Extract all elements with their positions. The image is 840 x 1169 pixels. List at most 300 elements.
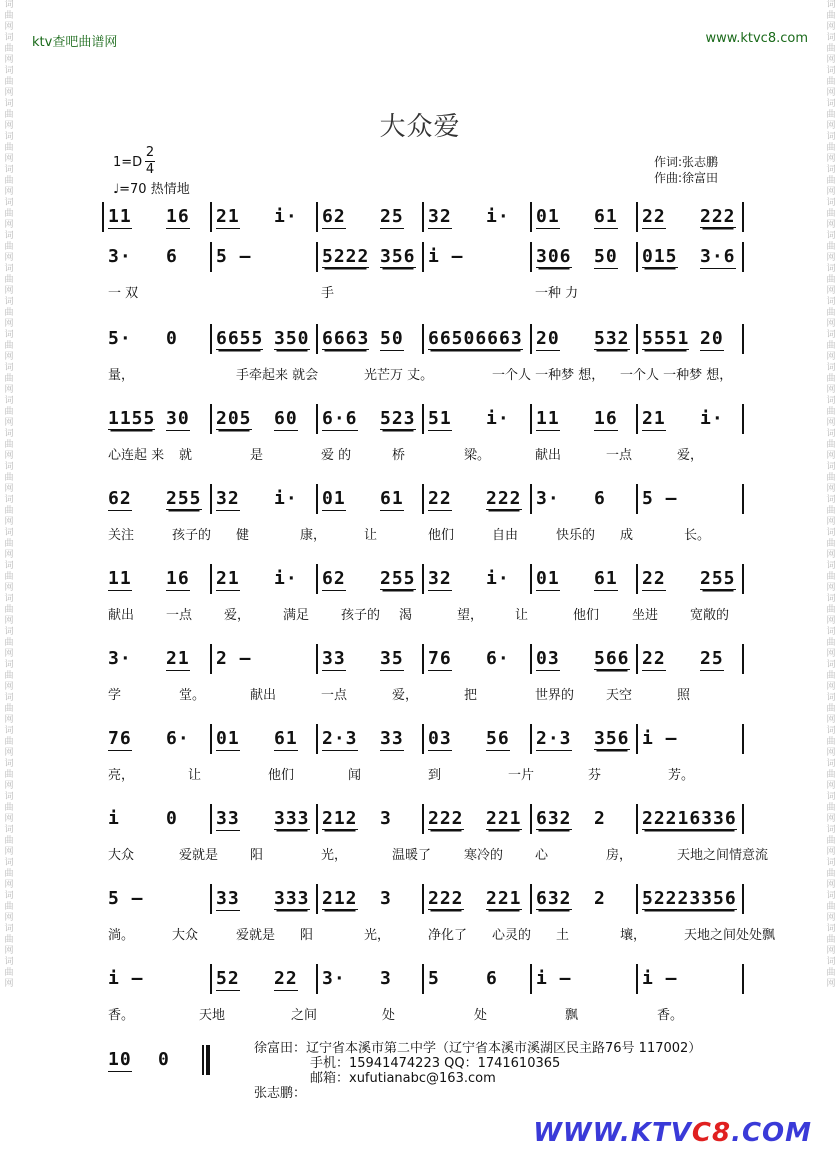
final-barline-thin xyxy=(202,1045,204,1075)
barline xyxy=(316,884,318,914)
note-group: 52223356 xyxy=(642,888,737,909)
note-group: 50 xyxy=(380,328,404,349)
note-group: 21 xyxy=(216,206,240,227)
lyric-word: 爱就是 xyxy=(179,848,219,863)
note-group: 2·3 xyxy=(322,728,358,749)
barline xyxy=(422,242,424,272)
barline xyxy=(210,324,212,354)
lyric-word: 成 xyxy=(620,528,634,543)
barline xyxy=(742,724,744,754)
barline xyxy=(636,964,638,994)
note-group: 255 xyxy=(700,568,736,589)
score-row xyxy=(106,562,752,632)
lyric-word: 天地 xyxy=(199,1008,226,1023)
final-note: 10 xyxy=(108,1049,132,1070)
note-group: i· xyxy=(486,568,510,589)
barline xyxy=(530,404,532,434)
barline xyxy=(742,564,744,594)
barline xyxy=(316,724,318,754)
note-group: 356 xyxy=(380,246,416,267)
barline xyxy=(316,804,318,834)
note-group: 01 xyxy=(322,488,346,509)
barline xyxy=(742,884,744,914)
lyric-word: 亮， xyxy=(108,768,135,783)
note-group: 25 xyxy=(700,648,724,669)
barline xyxy=(210,804,212,834)
lyric-word: 爱 的 xyxy=(321,448,352,463)
note-group: 33 xyxy=(216,888,240,909)
note-group: 01 xyxy=(216,728,240,749)
contact-email: 邮箱：xufutianabc@163.com xyxy=(310,1071,496,1086)
barline xyxy=(422,324,424,354)
note-group: 61 xyxy=(380,488,404,509)
lyrics-line xyxy=(106,604,752,622)
lyric-word: 阳 xyxy=(300,928,314,943)
barline xyxy=(210,964,212,994)
note-group: 3· xyxy=(108,648,132,669)
lyric-word: 学 xyxy=(108,688,122,703)
note-group: 523 xyxy=(380,408,416,429)
lyric-word: 是 xyxy=(250,448,264,463)
barline xyxy=(316,484,318,514)
note-group: 35 xyxy=(380,648,404,669)
lyric-word: 一 双 xyxy=(108,286,139,301)
barline xyxy=(316,404,318,434)
note-group: 61 xyxy=(594,206,618,227)
barline xyxy=(316,202,318,232)
lyric-word: 量， xyxy=(108,368,135,383)
note-group: 21 xyxy=(166,648,190,669)
note-group: 221 xyxy=(486,888,522,909)
lyric-word: 土 xyxy=(556,928,570,943)
note-group: 205 xyxy=(216,408,252,429)
note-group: i· xyxy=(274,568,298,589)
lyric-word: 壤， xyxy=(620,928,647,943)
site-logo[interactable] xyxy=(533,1118,812,1148)
barline xyxy=(636,644,638,674)
lyric-word: 他们 xyxy=(428,528,455,543)
note-group: 62 xyxy=(322,206,346,227)
barline xyxy=(422,884,424,914)
barline xyxy=(210,724,212,754)
note-group: 22 xyxy=(642,568,666,589)
score-row xyxy=(106,722,752,792)
time-signature xyxy=(145,145,155,178)
lyrics-line xyxy=(106,444,752,462)
note-group: 30 xyxy=(166,408,190,429)
lyric-word: 他们 xyxy=(573,608,600,623)
note-group: 33 xyxy=(216,808,240,829)
lyric-word: 处 xyxy=(474,1008,488,1023)
final-rest: 0 xyxy=(158,1049,170,1070)
note-group: 3 xyxy=(380,808,392,829)
site-url[interactable]: www.ktvc8.com xyxy=(705,31,808,46)
lyric-word: 一点 xyxy=(606,448,633,463)
note-group: 16 xyxy=(166,206,190,227)
score-row xyxy=(106,642,752,712)
note-group: 03 xyxy=(428,728,452,749)
note-group: i – xyxy=(108,968,144,989)
note-group: 11 xyxy=(108,206,132,227)
lyric-word: 处 xyxy=(382,1008,396,1023)
barline xyxy=(530,324,532,354)
lyric-word: 芳。 xyxy=(668,768,695,783)
note-group: 32 xyxy=(216,488,240,509)
barline xyxy=(742,964,744,994)
final-barline xyxy=(206,1045,210,1075)
lyric-word: 康， xyxy=(300,528,327,543)
lyric-word: 淌。 xyxy=(108,928,135,943)
note-group: 16 xyxy=(166,568,190,589)
lyric-word: 心灵的 xyxy=(492,928,532,943)
lyrics-line xyxy=(106,524,752,542)
note-group: 60 xyxy=(274,408,298,429)
lyric-word: 手牵起来 就会 xyxy=(236,368,319,383)
note-group: 22 xyxy=(428,488,452,509)
score-row xyxy=(106,802,769,872)
lyric-word: 手 xyxy=(321,286,335,301)
note-group: 11 xyxy=(536,408,560,429)
lyric-word: 寒冷的 xyxy=(464,848,504,863)
note-group: 0 xyxy=(166,328,178,349)
note-group: 222 xyxy=(700,206,736,227)
lyric-word: 长。 xyxy=(684,528,711,543)
lyric-word: 照 xyxy=(677,688,691,703)
note-group: 5· xyxy=(108,328,132,349)
note-group: 0 xyxy=(166,808,178,829)
lyric-word: 天地之间情意流 xyxy=(677,848,769,863)
note-group: i· xyxy=(486,206,510,227)
barline xyxy=(636,242,638,272)
tempo-mark: ♩=70 热情地 xyxy=(113,182,190,197)
barline xyxy=(530,564,532,594)
barline xyxy=(422,484,424,514)
barline xyxy=(742,644,744,674)
barline xyxy=(316,564,318,594)
lyric-word: 让 xyxy=(515,608,529,623)
note-group: 01 xyxy=(536,206,560,227)
lyric-word: 他们 xyxy=(268,768,295,783)
lyricist: 作词:张志鹏 xyxy=(654,155,719,169)
note-group: 22 xyxy=(274,968,298,989)
barline xyxy=(210,644,212,674)
barline xyxy=(530,884,532,914)
barline xyxy=(530,964,532,994)
lyric-word: 心连起 来 xyxy=(108,448,165,463)
note-group: 212 xyxy=(322,888,358,909)
lyric-word: 光芒万 丈。 xyxy=(364,368,434,383)
note-group: 20 xyxy=(536,328,560,349)
barline xyxy=(636,724,638,754)
barline xyxy=(530,644,532,674)
barline xyxy=(316,644,318,674)
note-group: 222 xyxy=(428,888,464,909)
note-group: 255 xyxy=(380,568,416,589)
barline xyxy=(210,202,212,232)
note-group: 5 – xyxy=(108,888,144,909)
lyric-word: 让 xyxy=(188,768,202,783)
lyric-word: 让 xyxy=(364,528,378,543)
lyric-word: 一片 xyxy=(508,768,535,783)
score-row xyxy=(106,240,752,310)
lyric-word: 光， xyxy=(321,848,348,863)
note-group: 6 xyxy=(166,246,178,267)
note-group: 62 xyxy=(322,568,346,589)
barline xyxy=(636,324,638,354)
note-group: 76 xyxy=(428,648,452,669)
note-group: 632 xyxy=(536,808,572,829)
lyric-word: 满足 xyxy=(283,608,310,623)
note-group: i – xyxy=(428,246,464,267)
lyrics-line xyxy=(106,1004,752,1022)
lyric-word: 爱就是 xyxy=(236,928,276,943)
note-group: 61 xyxy=(594,568,618,589)
note-group: i· xyxy=(274,206,298,227)
time-top: 2 xyxy=(145,145,155,160)
barline xyxy=(102,202,104,232)
logo-c: .COM xyxy=(731,1118,812,1148)
lyric-word: 把 xyxy=(464,688,478,703)
lyric-word: 一种 力 xyxy=(535,286,579,301)
logo-a: WWW.KTV xyxy=(533,1118,692,1148)
lyrics-line xyxy=(106,364,752,382)
note-group: 6 xyxy=(486,968,498,989)
barline xyxy=(422,804,424,834)
lyric-word: 心 xyxy=(535,848,549,863)
lyric-word: 阳 xyxy=(250,848,264,863)
barline xyxy=(422,564,424,594)
note-group: 306 xyxy=(536,246,572,267)
lyric-word: 桥 xyxy=(392,448,406,463)
note-group: 32 xyxy=(428,206,452,227)
lyrics-line xyxy=(106,924,776,943)
barline xyxy=(210,404,212,434)
barline xyxy=(636,564,638,594)
lyrics-line xyxy=(106,844,769,863)
barline xyxy=(742,804,744,834)
note-group: 222 xyxy=(486,488,522,509)
note-group: 6 xyxy=(594,488,606,509)
note-group: 6· xyxy=(166,728,190,749)
barline xyxy=(530,724,532,754)
barline xyxy=(422,202,424,232)
barline xyxy=(210,242,212,272)
lyric-word: 献出 xyxy=(535,448,562,463)
note-group: i – xyxy=(642,728,678,749)
note-group: 21 xyxy=(216,568,240,589)
barline xyxy=(636,404,638,434)
lyric-word: 芬 xyxy=(588,768,602,783)
note-group: 2 xyxy=(594,808,606,829)
note-group: 03 xyxy=(536,648,560,669)
note-group: 01 xyxy=(536,568,560,589)
note-group: 5 – xyxy=(642,488,678,509)
lyric-word: 关注 xyxy=(108,528,135,543)
lyric-word: 献出 xyxy=(108,608,135,623)
note-group: 16 xyxy=(594,408,618,429)
note-group: i· xyxy=(486,408,510,429)
note-group: 566 xyxy=(594,648,630,669)
note-group: 015 xyxy=(642,246,678,267)
contact-phone: 手机：15941474223 QQ：1741610365 xyxy=(310,1056,561,1071)
score-row xyxy=(106,322,752,392)
composer: 作曲:徐富田 xyxy=(654,171,719,185)
lyric-word: 坐进 xyxy=(632,608,659,623)
note-group: 356 xyxy=(594,728,630,749)
score-row xyxy=(106,402,752,472)
barline xyxy=(742,484,744,514)
barline xyxy=(422,644,424,674)
note-group: 25 xyxy=(380,206,404,227)
barline xyxy=(530,484,532,514)
note-group: 632 xyxy=(536,888,572,909)
lyric-word: 大众 xyxy=(108,848,135,863)
barline xyxy=(422,404,424,434)
site-name[interactable]: ktv查吧曲谱网 xyxy=(32,35,118,50)
logo-b: C8 xyxy=(691,1118,732,1148)
note-group: 255 xyxy=(166,488,202,509)
lyric-word: 天空 xyxy=(606,688,633,703)
barline xyxy=(636,804,638,834)
lyric-word: 献出 xyxy=(250,688,277,703)
lyric-word: 世界的 xyxy=(535,688,575,703)
lyric-word: 到 xyxy=(428,768,442,783)
note-group: 62 xyxy=(108,488,132,509)
note-group: 22 xyxy=(642,648,666,669)
lyric-word: 天地之间处处飘 xyxy=(684,928,776,943)
note-group: 222 xyxy=(428,808,464,829)
note-group: 5 – xyxy=(216,246,252,267)
note-group: 21 xyxy=(642,408,666,429)
note-group: 221 xyxy=(486,808,522,829)
note-group: i – xyxy=(536,968,572,989)
barline xyxy=(316,964,318,994)
score-row xyxy=(106,482,752,552)
lyrics-line xyxy=(106,282,752,300)
note-group: 5 xyxy=(428,968,440,989)
lyric-word: 健 xyxy=(236,528,250,543)
contact-lyricist: 张志鹏： xyxy=(254,1086,307,1101)
lyric-word: 一点 xyxy=(321,688,348,703)
barline xyxy=(636,484,638,514)
note-group: 333 xyxy=(274,808,310,829)
lyrics-line xyxy=(106,764,752,782)
note-group: 3·6 xyxy=(700,246,736,267)
note-group: 76 xyxy=(108,728,132,749)
lyric-word: 一个人 一种梦 想， xyxy=(492,368,605,383)
side-watermark-left: 词曲网词曲网词曲网词曲网词曲网词曲网词曲网词曲网词曲网词曲网词曲网词曲网词曲网词曲网词曲网词曲网词曲网词曲网词曲网词曲网词曲网词曲网词曲网词曲网词曲网词曲网词曲网词曲网词曲网词曲网 xyxy=(4,0,14,989)
lyric-word: 房， xyxy=(606,848,633,863)
barline xyxy=(422,724,424,754)
lyric-word: 望， xyxy=(457,608,484,623)
lyric-word: 梁。 xyxy=(464,448,491,463)
note-group: 3 xyxy=(380,968,392,989)
note-group: 5222 xyxy=(322,246,370,267)
lyric-word: 堂。 xyxy=(179,688,206,703)
barline xyxy=(742,404,744,434)
lyric-word: 孩子的 xyxy=(172,528,212,543)
note-group: 3· xyxy=(108,246,132,267)
barline xyxy=(530,202,532,232)
note-group: 2 xyxy=(594,888,606,909)
barline xyxy=(636,202,638,232)
lyric-word: 爱， xyxy=(392,688,419,703)
key-signature: 1=D xyxy=(113,155,143,170)
barline xyxy=(316,242,318,272)
note-group: 66506663 xyxy=(428,328,523,349)
score-row xyxy=(106,962,752,1032)
note-group: 2·3 xyxy=(536,728,572,749)
note-group: 350 xyxy=(274,328,310,349)
lyric-word: 闻 xyxy=(348,768,362,783)
note-group: i· xyxy=(274,488,298,509)
note-group: 52 xyxy=(216,968,240,989)
barline xyxy=(422,964,424,994)
note-group: i – xyxy=(642,968,678,989)
note-group: 50 xyxy=(594,246,618,267)
lyric-word: 爱， xyxy=(677,448,704,463)
barline xyxy=(742,324,744,354)
barline xyxy=(742,242,744,272)
note-group: 6·6 xyxy=(322,408,358,429)
note-group: 333 xyxy=(274,888,310,909)
barline xyxy=(742,202,744,232)
note-group: 11 xyxy=(108,568,132,589)
lyric-word: 快乐的 xyxy=(556,528,596,543)
lyric-word: 香。 xyxy=(657,1008,684,1023)
note-group: i xyxy=(108,808,120,829)
barline xyxy=(210,564,212,594)
barline xyxy=(636,884,638,914)
contact-line-1: 徐富田：辽宁省本溪市第二中学（辽宁省本溪市溪湖区民主路76号 117002） xyxy=(254,1041,702,1056)
lyric-word: 飘 xyxy=(565,1008,579,1023)
note-group: 6655 xyxy=(216,328,264,349)
barline xyxy=(530,804,532,834)
note-group: 22216336 xyxy=(642,808,737,829)
lyric-word: 大众 xyxy=(172,928,199,943)
note-group: 212 xyxy=(322,808,358,829)
barline xyxy=(530,242,532,272)
lyric-word: 光， xyxy=(364,928,391,943)
note-group: 51 xyxy=(428,408,452,429)
note-group: 33 xyxy=(380,728,404,749)
note-group: 3 xyxy=(380,888,392,909)
note-group: 33 xyxy=(322,648,346,669)
note-group: 56 xyxy=(486,728,510,749)
lyric-word: 一点 xyxy=(166,608,193,623)
time-bottom: 4 xyxy=(145,162,155,177)
lyric-word: 渴 xyxy=(399,608,413,623)
note-group: 6663 xyxy=(322,328,370,349)
note-group: 61 xyxy=(274,728,298,749)
lyrics-line xyxy=(106,684,752,702)
song-title: 大众爱 xyxy=(379,112,461,142)
note-group: 5551 xyxy=(642,328,690,349)
lyric-word: 一个人 一种梦 想， xyxy=(620,368,733,383)
barline xyxy=(316,324,318,354)
lyric-word: 就 xyxy=(179,448,193,463)
lyric-word: 宽敞的 xyxy=(690,608,730,623)
score-row xyxy=(106,882,776,952)
lyric-word: 自由 xyxy=(492,528,519,543)
barline xyxy=(210,884,212,914)
lyric-word: 孩子的 xyxy=(341,608,381,623)
note-group: 1155 xyxy=(108,408,156,429)
note-group: 2 – xyxy=(216,648,252,669)
note-group: 20 xyxy=(700,328,724,349)
note-group: 6· xyxy=(486,648,510,669)
note-group: 532 xyxy=(594,328,630,349)
